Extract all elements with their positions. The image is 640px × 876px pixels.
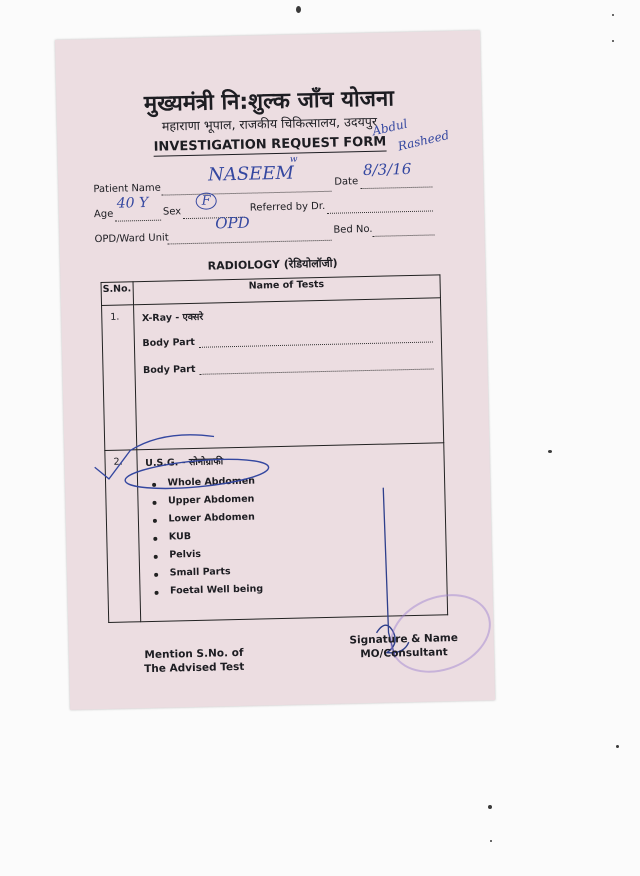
footer-right-line2: MO/Consultant bbox=[360, 646, 448, 661]
opd-value: OPD bbox=[214, 213, 250, 233]
age-label: Age bbox=[93, 208, 114, 221]
usg-option-lower-abdomen: Lower Abdomen bbox=[146, 504, 437, 529]
speck bbox=[616, 745, 619, 748]
form-title-hindi: मुख्यमंत्री नि:शुल्क जाँच योजना bbox=[143, 86, 395, 117]
speck bbox=[490, 840, 492, 842]
ink-tick-mark bbox=[94, 434, 215, 479]
sex-label: Sex bbox=[162, 206, 182, 218]
sex-value: F bbox=[196, 192, 217, 209]
date-label: Date bbox=[334, 176, 359, 188]
footer-right bbox=[339, 631, 470, 662]
age-value: 40 Y bbox=[116, 194, 149, 212]
usg-option-upper-abdomen: Upper Abdomen bbox=[146, 486, 437, 511]
row1-sno: 1. bbox=[102, 305, 137, 451]
body-part-label-1: Body Part bbox=[142, 336, 195, 350]
footer-left bbox=[129, 646, 260, 677]
investigation-request-form bbox=[55, 30, 495, 709]
bed-label: Bed No. bbox=[333, 223, 373, 236]
doctor-note-line2: Rasheed bbox=[396, 127, 451, 154]
speck bbox=[612, 40, 614, 42]
referred-by-label: Referred by Dr. bbox=[249, 200, 326, 214]
usg-option-small-parts: Small Parts bbox=[147, 558, 438, 583]
usg-option-kub: KUB bbox=[147, 522, 438, 547]
speck bbox=[488, 805, 492, 809]
usg-option-pelvis: Pelvis bbox=[147, 540, 438, 565]
date-value: 8/3/16 bbox=[362, 159, 412, 180]
hospital-name: महाराणा भूपाल, राजकीय चिकित्सालय, उदयपुर bbox=[161, 113, 378, 134]
speck bbox=[612, 14, 614, 16]
usg-option-whole-abdomen: Whole Abdomen bbox=[145, 468, 436, 493]
ink-circle-whole-abdomen bbox=[124, 454, 270, 493]
col-sno-header: S.No. bbox=[101, 282, 133, 306]
footer-left-line2: The Advised Test bbox=[144, 660, 245, 676]
patient-name-label: Patient Name bbox=[93, 182, 162, 196]
row2-sno: 2. bbox=[105, 450, 140, 623]
radiology-heading: RADIOLOGY (रेडियोलॉजी) bbox=[207, 256, 338, 273]
opd-label: OPD/Ward Unit bbox=[94, 232, 169, 246]
patient-name-value: NASEEM bbox=[207, 162, 295, 186]
xray-title: X-Ray - एक्सरे bbox=[141, 311, 204, 325]
usg-option-foetal-well-being: Foetal Well being bbox=[148, 576, 439, 601]
doctor-note-line1: Abdul bbox=[370, 116, 409, 139]
usg-title: U.S.G. - सोनोग्राफी bbox=[145, 456, 224, 470]
footer-left-line1: Mention S.No. of bbox=[144, 646, 244, 662]
patient-name-mark: w bbox=[289, 154, 298, 165]
body-part-label-2: Body Part bbox=[142, 363, 196, 377]
col-name-header: Name of Tests bbox=[133, 275, 441, 305]
speck bbox=[548, 450, 552, 453]
speck bbox=[296, 6, 301, 13]
footer-right-line1: Signature & Name bbox=[349, 632, 459, 647]
form-name: INVESTIGATION REQUEST FORM bbox=[153, 134, 387, 155]
